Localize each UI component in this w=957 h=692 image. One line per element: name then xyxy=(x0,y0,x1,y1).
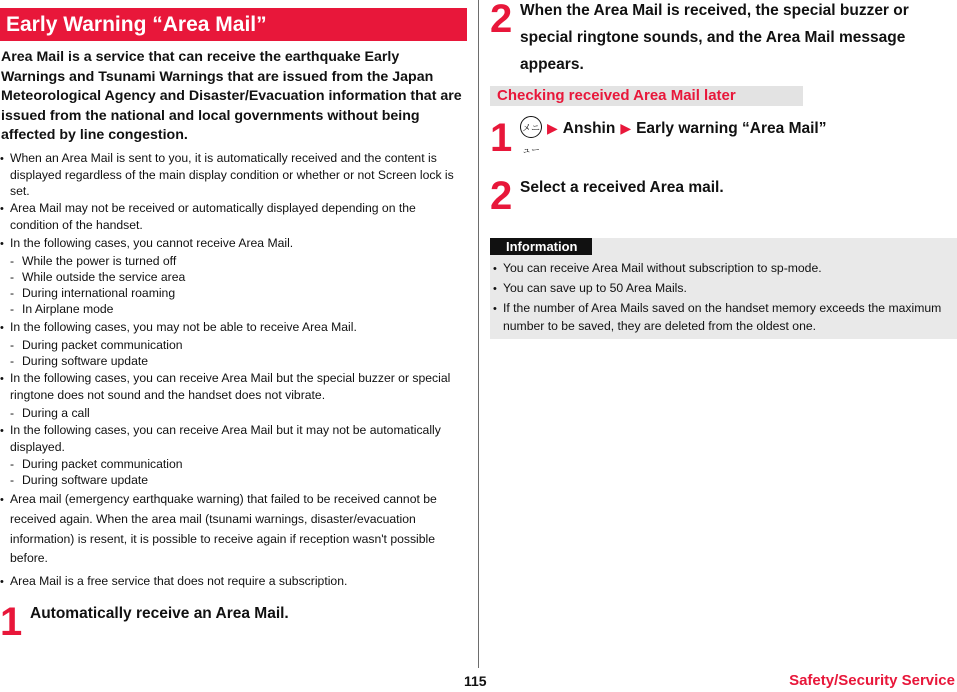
step-text: Automatically receive an Area Mail. xyxy=(30,604,289,622)
sub-item: - During software update xyxy=(0,353,467,369)
step-number: 2 xyxy=(490,0,512,41)
step-number: 1 xyxy=(490,116,512,160)
info-item: • If the number of Area Mails saved on the handset memory exceeds the maximum number to be saved, they are deleted from the oldest one. xyxy=(493,300,957,333)
left-column xyxy=(0,8,467,644)
note-item: • Area Mail may not be received or automatically displayed depending on the condition of the handset. xyxy=(0,200,467,233)
step-text: When the Area Mail is received, the special buzzer or special ringtone sounds, and the Area Mail message appears. xyxy=(520,2,909,73)
step-2 xyxy=(490,0,957,78)
note-item: • Area mail (emergency earthquake warning) that failed to be received cannot be received again. When the area mail (tsunami warnings, disaster/evacuation information) is resent, it is possible to receive again if reception wasn't possible before. xyxy=(0,490,467,569)
step-1 xyxy=(0,599,467,644)
sub-item: - During a call xyxy=(0,405,467,421)
arrow-right-icon: ▶ xyxy=(547,120,558,136)
check-step-2 xyxy=(490,174,957,218)
sub-item: - While outside the service area xyxy=(0,269,467,285)
menu-item-early-warning: Early warning “Area Mail” xyxy=(636,120,827,137)
step-text xyxy=(520,116,957,155)
note-item: • In the following cases, you may not be able to receive Area Mail. xyxy=(0,319,467,336)
intro-paragraph: Area Mail is a service that can receive the earthquake Early Warnings and Tsunami Warnings that are issued from the Japan Meteorological Agency and Disaster/Evacuation information that are issued from the national and local governments without being affected by line congestion. xyxy=(1,49,462,143)
check-step-1 xyxy=(490,116,957,166)
sub-item: - While the power is turned off xyxy=(0,253,467,269)
note-item: • In the following cases, you cannot receive Area Mail. xyxy=(0,235,467,252)
column-divider xyxy=(478,0,479,668)
section-subheading: Checking received Area Mail later xyxy=(490,86,803,106)
page-title: Early Warning “Area Mail” xyxy=(0,8,467,41)
sub-item: - During software update xyxy=(0,472,467,488)
information-label: Information xyxy=(490,238,592,255)
menu-key-icon: メニュー xyxy=(520,116,542,138)
note-item: • In the following cases, you can receive Area Mail but the special buzzer or special ringtone does not sound and the handset does not vibrate. xyxy=(0,370,467,403)
sub-item: - During packet communication xyxy=(0,456,467,472)
note-item: • Area Mail is a free service that does not require a subscription. xyxy=(0,573,467,590)
information-box xyxy=(490,238,957,339)
page-number: 115 xyxy=(464,673,487,689)
arrow-right-icon: ▶ xyxy=(620,120,632,136)
sub-item: - In Airplane mode xyxy=(0,301,467,317)
step-number: 1 xyxy=(0,599,22,644)
sub-item: - During international roaming xyxy=(0,285,467,301)
section-name: Safety/Security Service xyxy=(789,672,955,689)
step-number: 2 xyxy=(490,174,512,218)
info-item: • You can save up to 50 Area Mails. xyxy=(493,280,957,297)
note-item: • In the following cases, you can receive Area Mail but it may not be automatically displayed. xyxy=(0,422,467,455)
info-item: • You can receive Area Mail without subscription to sp-mode. xyxy=(493,260,957,277)
menu-item-anshin: Anshin xyxy=(562,120,616,137)
sub-item: - During packet communication xyxy=(0,337,467,353)
right-column xyxy=(490,0,957,339)
step-text: Select a received Area mail. xyxy=(520,179,724,196)
note-item: • When an Area Mail is sent to you, it is automatically received and the content is displayed regardless of the main display condition or whether or not Screen lock is set. xyxy=(0,150,467,200)
